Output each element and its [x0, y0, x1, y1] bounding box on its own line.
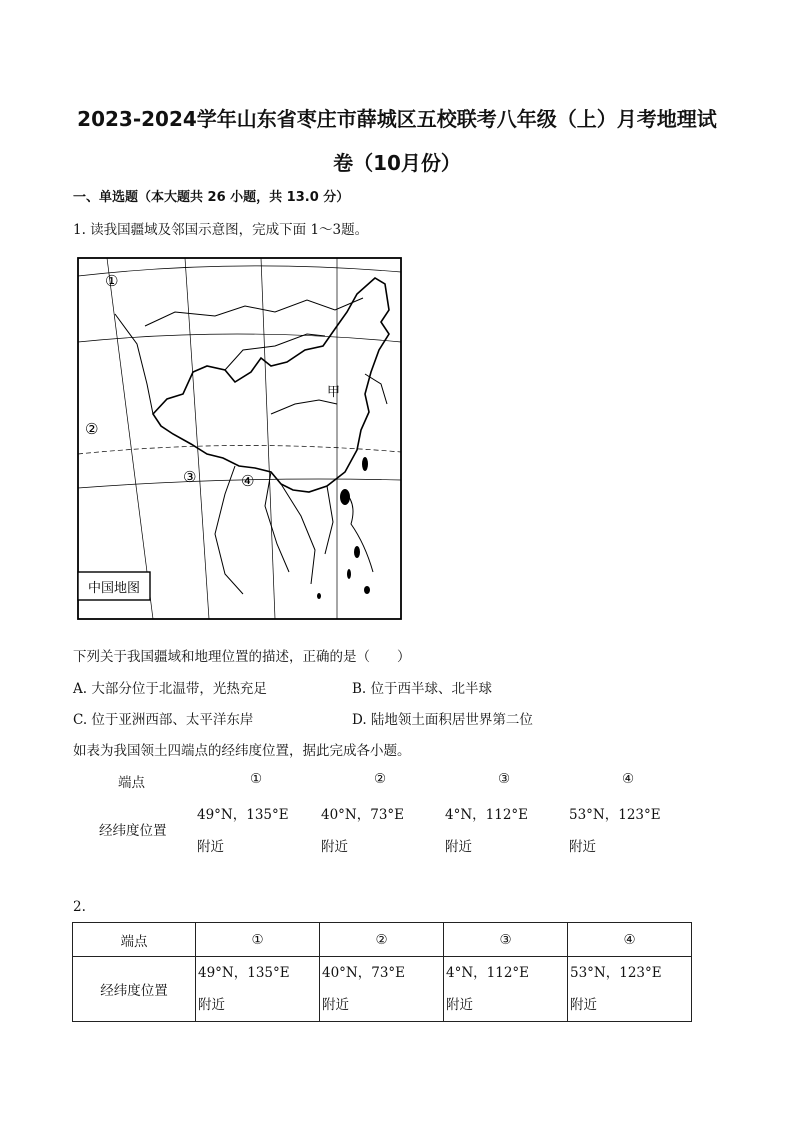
coord-cell-1	[196, 957, 320, 1022]
map-marker-1: ①	[105, 272, 119, 290]
row-label: 经纬度位置	[73, 957, 196, 1022]
header-4: ④	[568, 923, 692, 957]
question-2-number: 2.	[73, 899, 86, 915]
coord-cell-2	[320, 957, 444, 1022]
option-c[interactable]: C. 位于亚洲西部、太平洋东岸	[73, 712, 254, 728]
plain-coord-2: 40°N，73°E	[321, 807, 405, 823]
header-3: ③	[444, 923, 568, 957]
intro-paragraph: 如表为我国领土四端点的经纬度位置，据此完成各小题。	[73, 743, 411, 759]
plain-suffix-4: 附近	[569, 839, 596, 855]
header-1: ①	[196, 923, 320, 957]
section-heading: 一、单选题（本大题共 26 小题，共 13.0 分）	[73, 190, 350, 205]
china-map-figure	[75, 254, 405, 624]
plain-coord-4: 53°N，123°E	[569, 807, 661, 823]
header-2: ②	[320, 923, 444, 957]
plain-suffix-2: 附近	[321, 839, 348, 855]
map-legend-label: 中国地图	[87, 581, 141, 596]
plain-row-label: 经纬度位置	[99, 823, 167, 839]
title-line-1: 2023-2024学年山东省枣庄市薛城区五校联考八年级（上）月考地理试	[77, 107, 717, 131]
table-row	[73, 957, 692, 1022]
hainan-island	[340, 489, 350, 505]
coord-2: 40°N，73°E	[322, 965, 406, 981]
map-frame	[78, 258, 401, 619]
option-a[interactable]: A. 大部分位于北温带，光热充足	[73, 681, 267, 697]
map-marker-4: ④	[241, 472, 255, 490]
plain-header-1: ①	[250, 771, 263, 787]
coord-suffix-1: 附近	[198, 997, 225, 1013]
question-1-subquestion: 下列关于我国疆域和地理位置的描述，正确的是（ ）	[73, 649, 411, 665]
coord-suffix-2: 附近	[322, 997, 349, 1013]
document-title	[60, 97, 734, 185]
title-line-2: 卷（10月份）	[333, 151, 461, 175]
plain-header-endpoint: 端点	[118, 775, 145, 791]
coord-3: 4°N，112°E	[446, 965, 530, 981]
plain-coord-1: 49°N，135°E	[197, 807, 289, 823]
map-marker-2: ②	[85, 420, 99, 438]
plain-header-3: ③	[498, 771, 511, 787]
option-d[interactable]: D. 陆地领土面积居世界第二位	[352, 712, 533, 728]
map-region-label: 甲	[327, 385, 341, 400]
question-1-stem: 1. 读我国疆域及邻国示意图，完成下面 1～3题。	[73, 222, 369, 238]
plain-suffix-1: 附近	[197, 839, 224, 855]
taiwan-island	[362, 457, 368, 471]
coord-1: 49°N，135°E	[198, 965, 290, 981]
endpoint-table-bordered	[72, 922, 692, 1022]
plain-header-4: ④	[622, 771, 635, 787]
header-endpoint: 端点	[73, 923, 196, 957]
coord-4: 53°N，123°E	[570, 965, 662, 981]
coord-cell-4	[568, 957, 692, 1022]
plain-suffix-3: 附近	[445, 839, 472, 855]
coord-cell-3	[444, 957, 568, 1022]
table-header-row	[73, 923, 692, 957]
plain-header-2: ②	[374, 771, 387, 787]
coord-suffix-4: 附近	[570, 997, 597, 1013]
coord-suffix-3: 附近	[446, 997, 473, 1013]
plain-coord-3: 4°N，112°E	[445, 807, 529, 823]
option-b[interactable]: B. 位于西半球、北半球	[352, 681, 493, 697]
map-marker-3: ③	[183, 468, 197, 486]
